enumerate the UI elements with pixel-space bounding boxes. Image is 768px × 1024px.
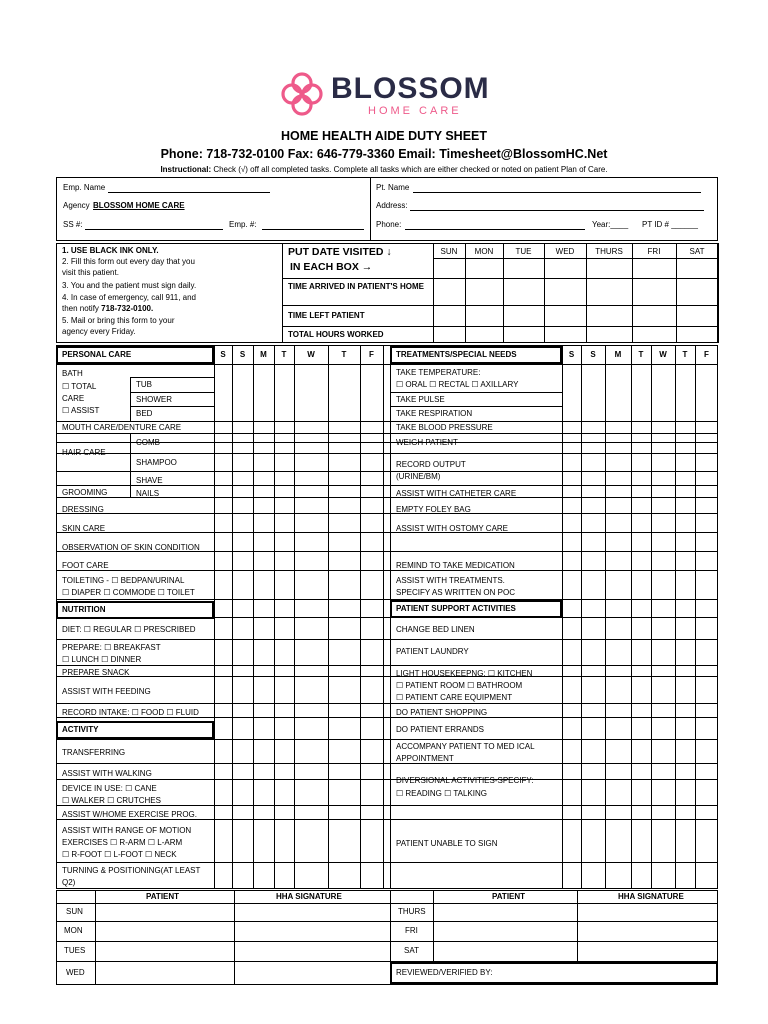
foot-care-label: FOOT CARE — [62, 561, 109, 570]
pt-name-field[interactable] — [413, 192, 701, 193]
toileting-options[interactable]: ☐ DIAPER ☐ COMMODE ☐ TOILET — [62, 588, 195, 597]
visit-day-sat: SAT — [689, 247, 705, 256]
grid-sub-line — [130, 377, 214, 378]
grid-col-line — [360, 345, 361, 889]
grid-col-line — [562, 345, 563, 889]
grid-sub-line — [130, 377, 131, 421]
visit-col-line — [586, 243, 587, 343]
emp-name-field[interactable] — [108, 192, 270, 193]
day-letter-left-6: F — [369, 350, 374, 359]
grid-row-line — [56, 763, 718, 764]
grid-col-line — [605, 345, 606, 889]
accompany-label: ACCOMPANY PATIENT TO MED ICAL — [396, 742, 535, 751]
rule-4: 4. In case of emergency, call 911, and — [62, 293, 197, 302]
section-personal-care: PERSONAL CARE — [56, 346, 214, 364]
rule-1: 1. USE BLACK INK ONLY. — [62, 246, 159, 255]
emp-name-label: Emp. Name — [63, 183, 106, 192]
grid-row-line — [56, 513, 718, 514]
toileting-label: TOILETING - ☐ BEDPAN/URINAL — [62, 576, 185, 585]
sig-col-line — [234, 890, 235, 985]
emp-no-label: Emp. #: — [229, 220, 257, 229]
grid-row-line — [56, 570, 718, 571]
bp-label: TAKE BLOOD PRESSURE — [396, 423, 493, 432]
skin-care-label: SKIN CARE — [62, 524, 106, 533]
sig-row-line — [56, 903, 718, 904]
bath-assist[interactable]: ☐ ASSIST — [62, 406, 100, 415]
device-options[interactable]: ☐ WALKER ☐ CRUTCHES — [62, 796, 161, 805]
treatments-label: ASSIST WITH TREATMENTS. — [396, 576, 505, 585]
remind-label: REMIND TO TAKE MEDICATION — [396, 561, 515, 570]
sig-row-line — [56, 941, 718, 942]
form-title: HOME HEALTH AIDE DUTY SHEET — [280, 129, 488, 143]
day-letter-left-4: W — [307, 350, 315, 359]
treatments-label-2: SPECIFY AS WRITTEN ON POC — [396, 588, 515, 597]
grid-row-line — [56, 888, 718, 889]
feeding-label: ASSIST WITH FEEDING — [62, 687, 151, 696]
section-treatments: TREATMENTS/SPECIAL NEEDS — [390, 346, 562, 364]
prepare-options[interactable]: ☐ LUNCH ☐ DINNER — [62, 655, 142, 664]
grid-row-line — [56, 676, 718, 677]
year-field[interactable]: Year:____ — [592, 220, 629, 229]
sig-day-sat: SAT — [404, 946, 419, 955]
agency-label: Agency — [63, 201, 90, 210]
visit-day-sun: SUN — [440, 247, 458, 256]
grid-col-line — [695, 345, 696, 889]
accompany-label-2: APPOINTMENT — [396, 754, 454, 763]
grid-row-line — [56, 665, 718, 666]
visit-col-line — [544, 243, 545, 343]
errands-label: DO PATIENT ERRANDS — [396, 725, 485, 734]
visit-col-line — [718, 243, 719, 343]
grid-col-line — [631, 345, 632, 889]
nails-label: NAILS — [136, 489, 160, 498]
ss-field[interactable] — [85, 229, 223, 230]
temp-label: TAKE TEMPERATURE: — [396, 368, 481, 377]
rule-2: 2. Fill this form out every day that you — [62, 257, 195, 266]
catheter-label: ASSIST WITH CATHETER CARE — [396, 489, 517, 498]
foley-label: EMPTY FOLEY BAG — [396, 505, 471, 514]
address-field[interactable] — [410, 210, 704, 211]
flower-icon — [278, 70, 326, 118]
total-hours-label: TOTAL HOURS WORKED — [288, 330, 384, 339]
sig-hha-header-left: HHA SIGNATURE — [276, 892, 342, 901]
grid-col-line — [214, 345, 215, 889]
instructions-line: Instructional: Check (√) off all completed tasks. Complete all tasks which are either checked or noted on patient Plan of Care. — [160, 165, 608, 174]
shower-label: SHOWER — [136, 395, 172, 404]
put-date-label: PUT DATE VISITED ↓ — [288, 246, 392, 258]
output-label-2: (URINE/BM) — [396, 472, 441, 481]
sig-day-mon: MON — [64, 926, 83, 935]
visit-day-wed: WED — [555, 247, 575, 256]
time-left-label: TIME LEFT PATIENT — [288, 311, 365, 320]
time-arrived-label: TIME ARRIVED IN PATIENT'S HOME — [288, 282, 424, 291]
hair-care-label: HAIR CARE — [62, 448, 106, 457]
visit-col-line — [632, 243, 633, 343]
home-exercise-label: ASSIST W/HOME EXERCISE PROG. — [62, 810, 197, 819]
walking-label: ASSIST WITH WALKING — [62, 769, 152, 778]
snack-label: PREPARE SNACK — [62, 668, 130, 677]
pt-name-label: Pt. Name — [376, 183, 410, 192]
sig-col-line — [577, 890, 578, 962]
grid-col-line — [383, 345, 384, 889]
prepare-label[interactable]: PREPARE: ☐ BREAKFAST — [62, 643, 161, 652]
intake-label[interactable]: RECORD INTAKE: ☐ FOOD ☐ FLUID — [62, 708, 199, 717]
respiration-label: TAKE RESPIRATION — [396, 409, 473, 418]
visit-day-tue: TUE — [515, 247, 532, 256]
bath-label: BATH — [62, 369, 83, 378]
sig-day-sun: SUN — [66, 907, 83, 916]
sig-day-tues: TUES — [64, 946, 86, 955]
bed-label: BED — [136, 409, 153, 418]
ostomy-label: ASSIST WITH OSTOMY CARE — [396, 524, 509, 533]
day-letter-right-4: W — [659, 350, 667, 359]
weigh-label: WEIGH PATIENT — [396, 438, 458, 447]
rule-5: 5. Mail or bring this form to your — [62, 316, 175, 325]
grid-row-line — [56, 779, 718, 780]
laundry-label: PATIENT LAUNDRY — [396, 647, 469, 656]
sig-col-line — [95, 890, 96, 985]
bath-care: CARE — [62, 394, 85, 403]
shampoo-label: SHAMPOO — [136, 458, 177, 467]
mouth-care-label: MOUTH CARE/DENTURE CARE — [62, 423, 182, 432]
address-label: Address: — [376, 201, 408, 210]
grid-row-line — [56, 471, 718, 472]
shopping-label: DO PATIENT SHOPPING — [396, 708, 488, 717]
day-letter-left-5: T — [341, 350, 347, 359]
diet-label[interactable]: DIET: ☐ REGULAR ☐ PRESCRIBED — [62, 625, 196, 634]
phone-field[interactable] — [405, 229, 585, 230]
transferring-label: TRANSFERRING — [62, 748, 126, 757]
sig-hha-header-right: HHA SIGNATURE — [618, 892, 684, 901]
grid-row-line — [56, 639, 718, 640]
shave-label: SHAVE — [136, 476, 163, 485]
day-letter-right-6: F — [704, 350, 709, 359]
grid-row-line — [56, 703, 718, 704]
sig-day-wed: WED — [66, 968, 85, 977]
grid-sub-line — [130, 433, 131, 497]
grid-sub-line — [130, 392, 214, 393]
visit-day-fri: FRI — [647, 247, 661, 256]
visit-col-line — [503, 243, 504, 343]
sig-row-line — [56, 921, 718, 922]
grid-col-line — [581, 345, 582, 889]
observation-label: OBSERVATION OF SKIN CONDITION — [62, 543, 200, 552]
day-letter-left-2: M — [260, 350, 267, 359]
grid-col-line — [328, 345, 329, 889]
each-box-label: IN EACH BOX → — [290, 261, 373, 273]
day-letter-right-1: S — [590, 350, 596, 359]
pt-id-field[interactable]: PT ID # ______ — [642, 220, 698, 229]
sig-col-line — [433, 890, 434, 962]
grid-row-line — [56, 453, 718, 454]
grid-row-line — [56, 739, 718, 740]
dressing-label: DRESSING — [62, 505, 104, 514]
day-letter-left-1: S — [239, 350, 246, 359]
turning-label: TURNING & POSITIONING(AT LEAST — [62, 866, 201, 875]
grid-col-line — [675, 345, 676, 889]
comb-label: COMB — [136, 438, 160, 447]
contact-line: Phone: 718-732-0100 Fax: 646-779-3360 Email: Timesheet@BlossomHC.Net — [160, 147, 608, 161]
day-letter-right-0: S — [568, 350, 575, 359]
section-nutrition: NUTRITION — [56, 601, 214, 619]
grid-row-line — [56, 421, 718, 422]
rule-5b: agency every Friday. — [62, 327, 136, 336]
brand-name: BLOSSOM — [331, 72, 490, 105]
pulse-label: TAKE PULSE — [396, 395, 445, 404]
visit-col-line — [433, 243, 434, 343]
day-letter-left-0: S — [220, 350, 226, 359]
tub-label: TUB — [136, 380, 152, 389]
visit-col-line — [465, 243, 466, 343]
range-label: ASSIST WITH RANGE OF MOTION — [62, 826, 192, 835]
rule-3: 3. You and the patient must sign daily. — [62, 281, 197, 290]
emp-no-field[interactable] — [262, 229, 364, 230]
turning-label-2: Q2) — [62, 878, 76, 887]
temp-options[interactable]: ☐ ORAL ☐ RECTAL ☐ AXILLARY — [396, 380, 519, 389]
sig-patient-header-right: PATIENT — [492, 892, 526, 901]
section-support: PATIENT SUPPORT ACTIVITIES — [390, 600, 562, 618]
ss-label: SS #: — [63, 220, 83, 229]
grid-col-line — [232, 345, 233, 889]
grid-sub-line — [130, 406, 214, 407]
grid-row-line — [56, 364, 718, 365]
housekeeping-label[interactable]: LIGHT HOUSEKEEPNG: ☐ KITCHEN — [396, 669, 533, 678]
sig-day-thurs: THURS — [398, 907, 426, 916]
grooming-label: GROOMING — [62, 488, 108, 497]
unable-label: PATIENT UNABLE TO SIGN — [396, 839, 498, 848]
linen-label: CHANGE BED LINEN — [396, 625, 475, 634]
sig-patient-header-left: PATIENT — [146, 892, 180, 901]
grid-row-line — [56, 862, 718, 863]
section-activity: ACTIVITY — [56, 721, 214, 739]
reviewed-label: REVIEWED/VERIFIED BY: — [396, 968, 493, 977]
grid-sub-line — [390, 406, 562, 407]
day-letter-right-2: M — [614, 350, 622, 359]
range-feet[interactable]: ☐ R-FOOT ☐ L-FOOT ☐ NECK — [62, 850, 177, 859]
housekeeping-options[interactable]: ☐ PATIENT ROOM ☐ BATHROOM — [396, 681, 523, 690]
day-letter-right-3: T — [638, 350, 644, 359]
grid-col-line — [651, 345, 652, 889]
grid-row-line — [56, 532, 718, 533]
grid-col-line — [294, 345, 295, 889]
logo — [278, 70, 493, 120]
rule-2b: visit this patient. — [62, 268, 119, 277]
grid-col-line — [274, 345, 275, 889]
day-letter-right-5: T — [682, 350, 688, 359]
diversional-label: DIVERSIONAL ACTIVITIES-SPECIFY: — [396, 776, 534, 785]
grid-row-line — [56, 599, 718, 600]
visit-day-mon: MON — [474, 247, 494, 256]
diversional-options[interactable]: ☐ READING ☐ TALKING — [396, 789, 487, 798]
day-letter-left-3: T — [281, 350, 287, 359]
device-label[interactable]: DEVICE IN USE: ☐ CANE — [62, 784, 157, 793]
agency-value: BLOSSOM HOME CARE — [93, 201, 185, 210]
visit-day-thurs: THURS — [595, 247, 623, 256]
grid-sub-line — [390, 392, 562, 393]
phone-label: Phone: — [376, 220, 402, 229]
output-label: RECORD OUTPUT — [396, 460, 466, 469]
range-arms[interactable]: EXERCISES ☐ R-ARM ☐ L-ARM — [62, 838, 183, 847]
housekeeping-options-2[interactable]: ☐ PATIENT CARE EQUIPMENT — [396, 693, 513, 702]
grid-col-line — [253, 345, 254, 889]
brand-tagline: HOME CARE — [368, 105, 462, 117]
bath-total[interactable]: ☐ TOTAL — [62, 382, 97, 391]
visit-col-line — [676, 243, 677, 343]
grid-row-line — [56, 433, 718, 434]
sig-day-fri: FRI — [405, 926, 418, 935]
rule-4b: then notify 718-732-0100. — [62, 304, 154, 313]
